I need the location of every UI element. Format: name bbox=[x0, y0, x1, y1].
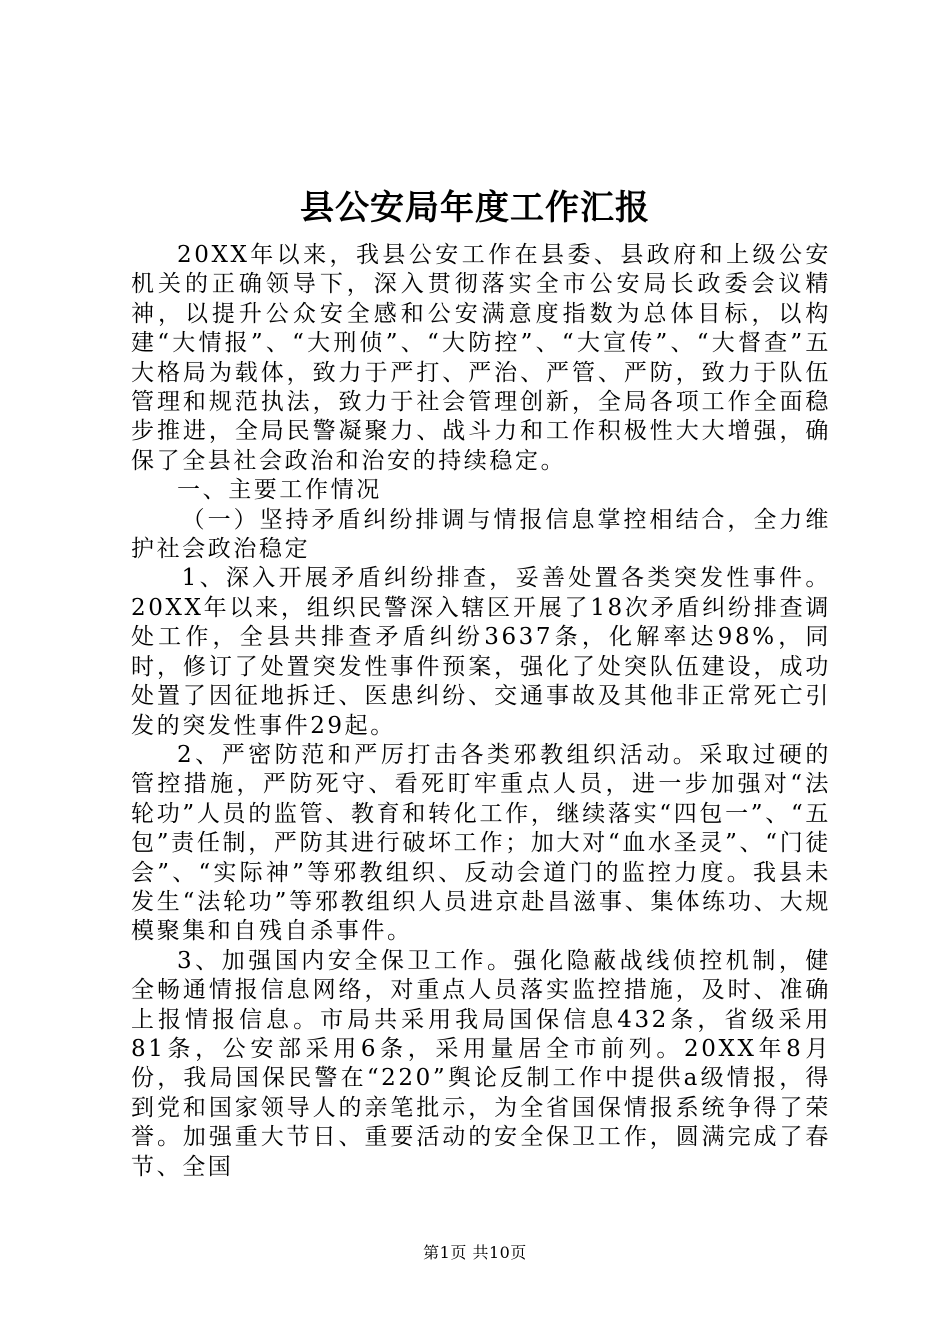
subsection-heading-1: （一）坚持矛盾纠纷排调与情报信息掌控相结合，全力维护社会政治稳定 bbox=[131, 506, 831, 563]
page-number-footer: 第1页 共10页 bbox=[423, 1243, 527, 1262]
document-body bbox=[131, 241, 831, 1182]
body-paragraph-item-2: 2、严密防范和严厉打击各类邪教组织活动。采取过硬的管控措施，严防死守、看死盯牢重点人员，进一步加强对“法轮功”人员的监管、教育和转化工作，继续落实“四包一”、“五包”责任制，严防其进行破坏工作；加大对“血水圣灵”、“门徒会”、“实际神”等邪教组织、反动会道门的监控力度。我县未发生“法轮功”等邪教组织人员进京赴昌滋事、集体练功、大规模聚集和自残自杀事件。 bbox=[131, 741, 831, 945]
body-paragraph-item-1: 1、深入开展矛盾纠纷排查，妥善处置各类突发性事件。20XX年以来，组织民警深入辖区开展了18次矛盾纠纷排查调处工作，全县共排查矛盾纠纷3637条，化解率达98%，同时，修订了处置突发性事件预案，强化了处突队伍建设，成功处置了因征地拆迁、医患纠纷、交通事故及其他非正常死亡引发的突发性事件29起。 bbox=[131, 565, 831, 739]
section-heading-main-work: 一、主要工作情况 bbox=[177, 477, 382, 504]
body-paragraph-item-3: 3、加强国内安全保卫工作。强化隐蔽战线侦控机制，健全畅通情报信息网络，对重点人员落实监控措施，及时、准确上报情报信息。市局共采用我局国保信息432条，省级采用81条，公安部采用6条，采用量居全市前列。20XX年8月份，我局国保民警在“220”舆论反制工作中提供a级情报，得到党和国家领导人的亲笔批示，为全省国保情报系统争得了荣誉。加强重大节日、重要活动的安全保卫工作，圆满完成了春节、全国 bbox=[131, 947, 831, 1180]
document-title: 县公安局年度工作汇报 bbox=[300, 188, 650, 228]
intro-paragraph: 20XX年以来，我县公安工作在县委、县政府和上级公安机关的正确领导下，深入贯彻落实全市公安局长政委会议精神，以提升公众安全感和公安满意度指数为总体目标，以构建“大情报”、“大刑侦”、“大防控”、“大宣传”、“大督查”五大格局为载体，致力于严打、严治、严管、严防，致力于队伍管理和规范执法，致力于社会管理创新，全局各项工作全面稳步推进，全局民警凝聚力、战斗力和工作积极性大大增强，确保了全县社会政治和治安的持续稳定。 bbox=[131, 242, 831, 474]
